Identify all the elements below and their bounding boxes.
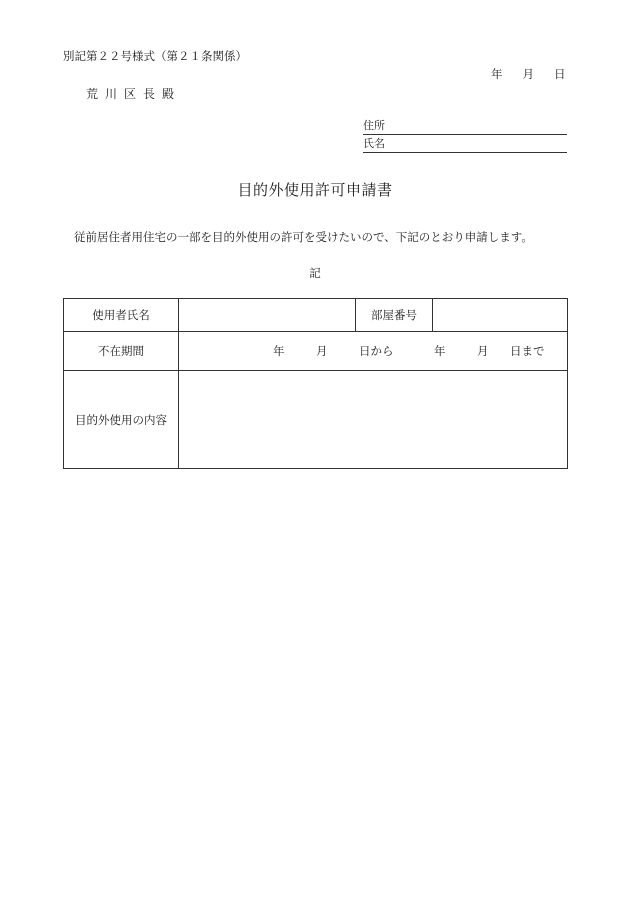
date-day-label: 日: [554, 67, 566, 81]
date-month-label: 月: [522, 67, 534, 81]
user-name-field[interactable]: [179, 299, 356, 332]
period-from-day: 日から: [359, 344, 394, 358]
table-row: [64, 299, 568, 332]
applicant-address-label: 住所: [363, 119, 385, 132]
applicant-name-label: 氏名: [363, 137, 385, 150]
application-statement: 従前居住者用住宅の一部を目的外使用の許可を受けたいので、下記のとおり申請します。: [74, 230, 533, 244]
table-row: [64, 371, 568, 469]
period-from-year: 年: [273, 344, 285, 358]
period-to-day: 日まで: [510, 344, 545, 358]
purpose-field[interactable]: [179, 371, 568, 469]
document-title: 目的外使用許可申請書: [237, 181, 393, 199]
purpose-label: 目的外使用の内容: [64, 371, 179, 469]
application-table: [63, 298, 568, 469]
date-year-label: 年: [491, 67, 503, 81]
user-name-label: 使用者氏名: [64, 299, 179, 332]
applicant-name-field[interactable]: [363, 136, 567, 153]
room-number-field[interactable]: [433, 299, 568, 332]
date-line: [491, 66, 566, 82]
period-to-month: 月: [477, 344, 489, 358]
room-number-label: 部屋番号: [356, 299, 433, 332]
absence-period-field[interactable]: [179, 332, 568, 371]
addressee: 荒川区長殿: [86, 87, 182, 101]
applicant-address-field[interactable]: [363, 118, 567, 135]
absence-period-label: 不在期間: [64, 332, 179, 371]
period-to-year: 年: [434, 344, 446, 358]
ki-marker: 記: [309, 266, 321, 280]
table-row: [64, 332, 568, 371]
period-from-month: 月: [316, 344, 328, 358]
form-number: 別記第２２号様式（第２１条関係）: [63, 49, 247, 63]
